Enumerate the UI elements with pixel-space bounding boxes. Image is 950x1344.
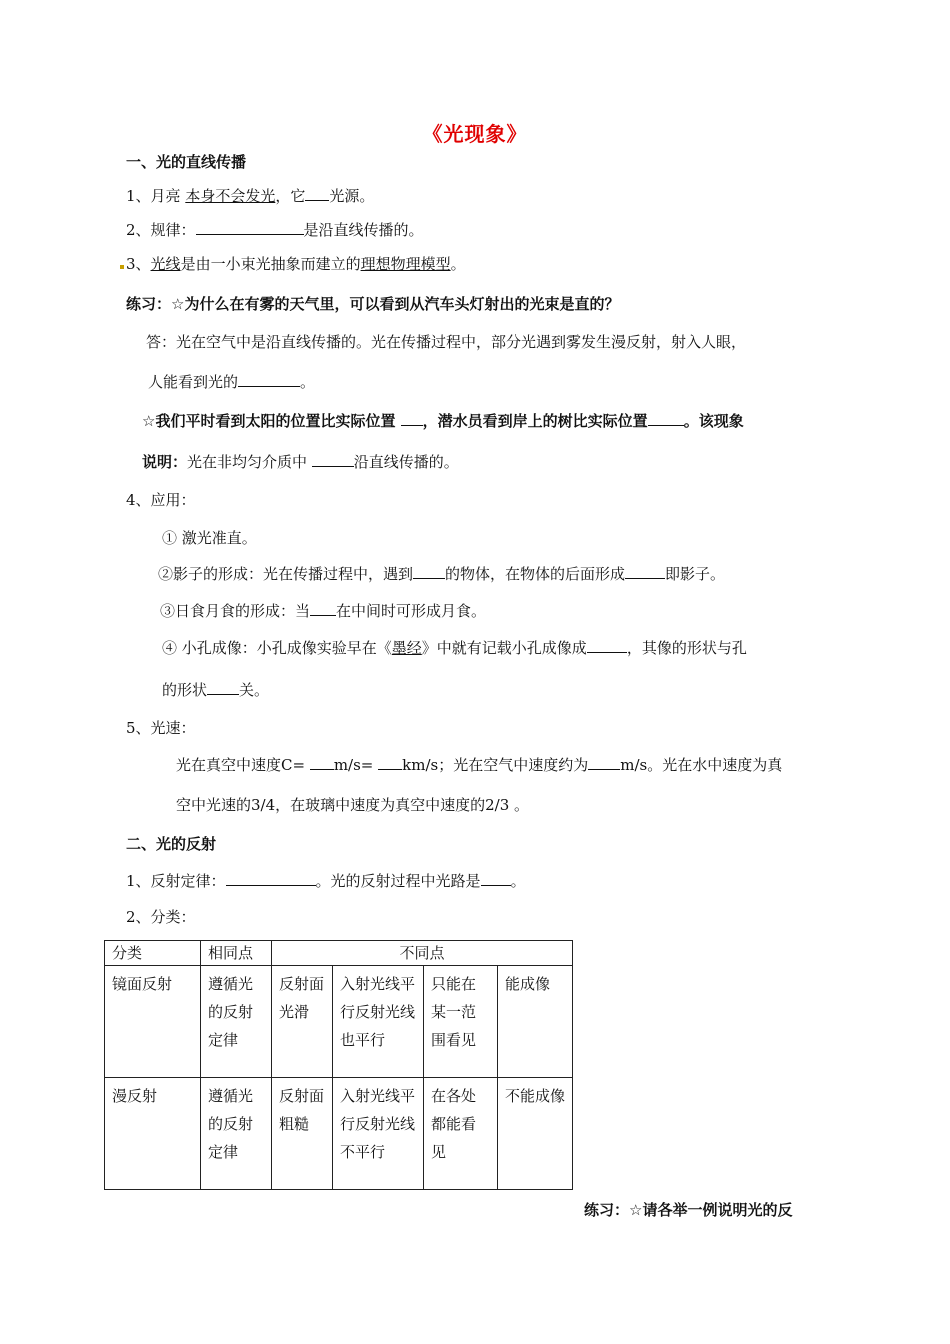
section-heading-2: 二、光的反射 bbox=[126, 835, 217, 853]
item-3: 3、光线是由一小束光抽象而建立的理想物理模型。 bbox=[120, 254, 466, 274]
item-4: 4、应用： bbox=[126, 491, 196, 509]
reflection-table bbox=[104, 940, 573, 1190]
speed-line-1: 光在真空中速度C= m/s= km/s；光在空气中速度约为 m/s。光在水中速度为真 bbox=[176, 756, 783, 774]
table-cell: 只能在某一范围看见 bbox=[424, 966, 498, 1078]
blank bbox=[401, 411, 423, 426]
speed-line-2: 空中光速的3/4，在玻璃中速度为真空中速度的2/3 。 bbox=[176, 796, 530, 814]
blank bbox=[481, 871, 511, 886]
table-cell: 遵循光的反射定律 bbox=[201, 966, 272, 1078]
application-1: ① 激光准直。 bbox=[162, 529, 257, 547]
item-2: 2、规律： 是沿直线传播的。 bbox=[126, 221, 424, 239]
blank bbox=[226, 871, 316, 886]
classification-label: 2、分类： bbox=[126, 908, 196, 926]
table-cell: 漫反射 bbox=[105, 1078, 201, 1190]
application-2: ②影子的形成：光在传播过程中，遇到 的物体，在物体的后面形成 即影子。 bbox=[158, 565, 726, 583]
blank bbox=[588, 755, 620, 770]
blank bbox=[648, 411, 684, 426]
table-cell: 反射面粗糙 bbox=[272, 1078, 333, 1190]
exercise-reflection: 练习：☆请各举一例说明光的反 bbox=[584, 1201, 793, 1219]
table-row bbox=[105, 966, 573, 1078]
answer-line-1: 答：光在空气中是沿直线传播的。光在传播过程中，部分光遇到雾发生漫反射，射入人眼， bbox=[146, 333, 747, 351]
table-cell: 入射光线平行反射光线不平行 bbox=[333, 1078, 424, 1190]
table-cell: 在各处都能看见 bbox=[424, 1078, 498, 1190]
star-question: ☆我们平时看到太阳的位置比实际位置 ，潜水员看到岸上的树比实际位置 。该现象 bbox=[142, 412, 744, 430]
application-4: ④ 小孔成像：小孔成像实验早在《墨经》中就有记载小孔成像成 ，其像的形状与孔 bbox=[162, 639, 747, 657]
blank bbox=[207, 680, 239, 695]
reflection-law: 1、反射定律： 。光的反射过程中光路是 。 bbox=[126, 872, 526, 890]
blank bbox=[238, 372, 300, 387]
blank bbox=[413, 564, 445, 579]
table-cell: 镜面反射 bbox=[105, 966, 201, 1078]
item-1: 1、月亮 本身不会发光，它 光源。 bbox=[126, 187, 375, 205]
explanation: 说明：光在非均匀介质中 沿直线传播的。 bbox=[142, 453, 459, 471]
table-cell: 入射光线平行反射光线也平行 bbox=[333, 966, 424, 1078]
table-header-row bbox=[105, 941, 573, 966]
table-cell: 不能成像 bbox=[498, 1078, 573, 1190]
blank bbox=[378, 755, 402, 770]
exercise-question: 练习：☆为什么在有雾的天气里，可以看到从汽车头灯射出的光束是直的？ bbox=[126, 295, 620, 313]
answer-line-2: 人能看到光的 。 bbox=[148, 373, 316, 391]
table-cell: 遵循光的反射定律 bbox=[201, 1078, 272, 1190]
blank bbox=[310, 601, 336, 616]
table-header-cell: 相同点 bbox=[201, 941, 272, 966]
application-4-cont: 的形状 关。 bbox=[162, 681, 270, 699]
blank bbox=[587, 638, 627, 653]
page-title: 《光现象》 bbox=[422, 122, 528, 146]
blank bbox=[305, 186, 329, 201]
blank bbox=[310, 755, 334, 770]
table-row bbox=[105, 1078, 573, 1190]
application-3: ③日食月食的形成：当 在中间时可形成月食。 bbox=[160, 602, 487, 620]
table-cell: 能成像 bbox=[498, 966, 573, 1078]
blank bbox=[312, 452, 354, 467]
marker-icon bbox=[120, 265, 124, 269]
table-header-cell: 分类 bbox=[105, 941, 201, 966]
blank bbox=[625, 564, 665, 579]
table-cell: 反射面光滑 bbox=[272, 966, 333, 1078]
table-header-cell: 不同点 bbox=[272, 941, 573, 966]
item-5: 5、光速： bbox=[126, 719, 196, 737]
blank bbox=[196, 220, 304, 235]
section-heading-1: 一、光的直线传播 bbox=[126, 153, 247, 171]
